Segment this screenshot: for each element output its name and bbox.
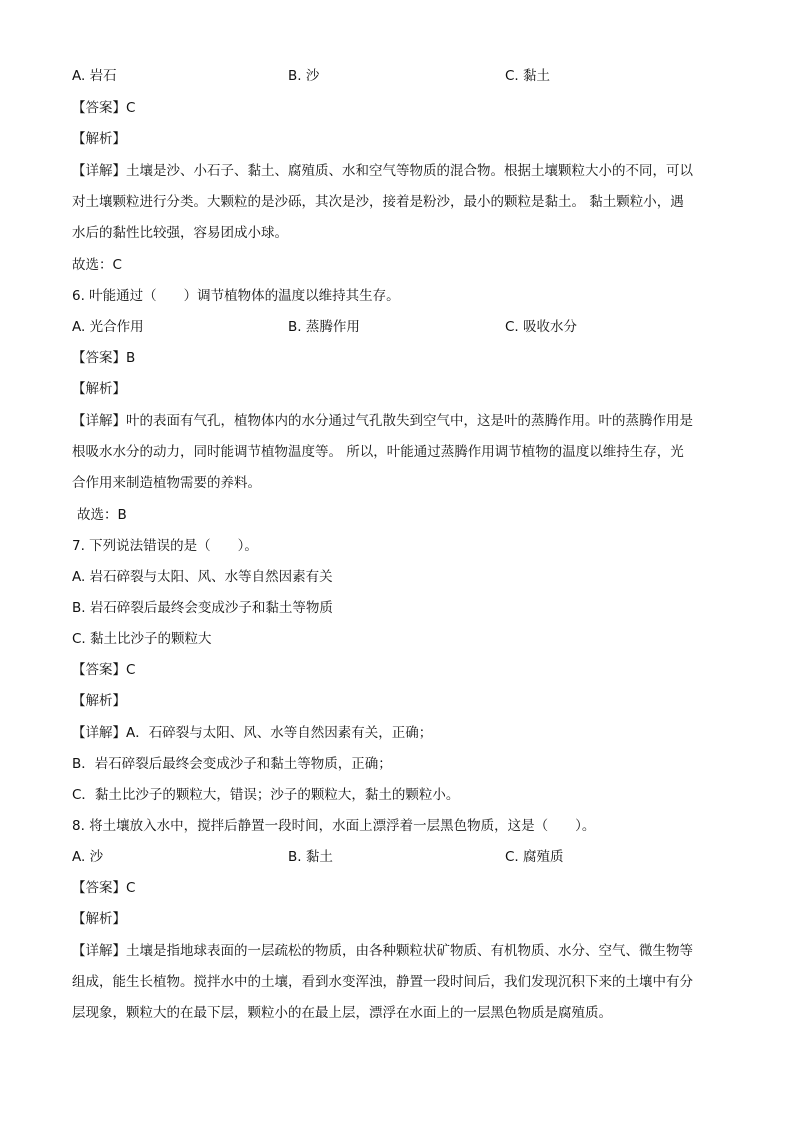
q6-option-b: B. 蒸腾作用 <box>288 319 360 335</box>
q5-choice: 故选：C <box>72 257 122 273</box>
q7-detail-line: B．岩石碎裂后最终会变成沙子和黏土等物质，正确； <box>72 756 392 772</box>
q6-answer: 【答案】B <box>72 350 136 366</box>
q5-option-b: B. 沙 <box>288 68 320 84</box>
q7-detail-line: C．黏土比沙子的颗粒大，错误；沙子的颗粒大，黏土的颗粒小。 <box>72 787 460 803</box>
q5-detail-line: 对土壤颗粒进行分类。大颗粒的是沙砾，其次是沙，接着是粉沙，最小的颗粒是黏土。 黏土颗粒小，遇 <box>72 194 684 210</box>
q6-option-a: A. 光合作用 <box>72 319 144 335</box>
q8-answer: 【答案】C <box>72 880 136 896</box>
q8-option-a: A. 沙 <box>72 849 104 865</box>
q8-options <box>72 847 722 867</box>
q8-option-b: B. 黏土 <box>288 849 333 865</box>
q7-option-c: C. 黏土比沙子的颗粒大 <box>72 631 212 647</box>
q7-stem: 7. 下列说法错误的是（ ）。 <box>72 538 258 554</box>
q8-detail-line: 【详解】土壤是指地球表面的一层疏松的物质，由各种颗粒状矿物质、有机物质、水分、空气、微生物等 <box>72 943 693 959</box>
q6-option-c: C. 吸收水分 <box>505 319 578 335</box>
q8-option-c: C. 腐殖质 <box>505 849 564 865</box>
q5-options <box>72 66 722 86</box>
q5-answer: 【答案】C <box>72 100 136 116</box>
q5-detail-line: 【详解】土壤是沙、小石子、黏土、腐殖质、水和空气等物质的混合物。根据土壤颗粒大小的不同，可以 <box>72 163 693 179</box>
q6-options <box>72 317 722 337</box>
q6-analysis-label: 【解析】 <box>72 381 126 397</box>
q6-choice: 故选：B <box>77 507 127 523</box>
q7-answer: 【答案】C <box>72 662 136 678</box>
q5-option-a: A. 岩石 <box>72 68 117 84</box>
q7-option-a: A. 岩石碎裂与太阳、风、水等自然因素有关 <box>72 569 333 585</box>
q6-detail-line: 根吸水水分的动力，同时能调节植物温度等。 所以，叶能通过蒸腾作用调节植物的温度以维持生存，光 <box>72 444 684 460</box>
q6-stem: 6. 叶能通过（ ）调节植物体的温度以维持其生存。 <box>72 288 400 304</box>
q5-detail-line: 水后的黏性比较强，容易团成小球。 <box>72 225 288 241</box>
q5-option-c: C. 黏土 <box>505 68 551 84</box>
q6-detail-line: 合作用来制造植物需要的养料。 <box>72 475 261 491</box>
q5-analysis-label: 【解析】 <box>72 131 126 147</box>
q7-detail-line: 【详解】A．石碎裂与太阳、风、水等自然因素有关，正确； <box>72 725 433 741</box>
q8-detail-line: 组成，能生长植物。搅拌水中的土壤，看到水变浑浊，静置一段时间后，我们发现沉积下来的土壤中有分 <box>72 974 693 990</box>
q7-option-b: B. 岩石碎裂后最终会变成沙子和黏土等物质 <box>72 600 333 616</box>
q8-stem: 8. 将土壤放入水中，搅拌后静置一段时间，水面上漂浮着一层黑色物质，这是（ ）。 <box>72 818 596 834</box>
q6-detail-line: 【详解】叶的表面有气孔，植物体内的水分通过气孔散失到空气中，这是叶的蒸腾作用。叶的蒸腾作用是 <box>72 413 693 429</box>
q8-analysis-label: 【解析】 <box>72 911 126 927</box>
q7-analysis-label: 【解析】 <box>72 693 126 709</box>
q8-detail-line: 层现象，颗粒大的在最下层，颗粒小的在最上层，漂浮在水面上的一层黑色物质是腐殖质。 <box>72 1005 612 1021</box>
